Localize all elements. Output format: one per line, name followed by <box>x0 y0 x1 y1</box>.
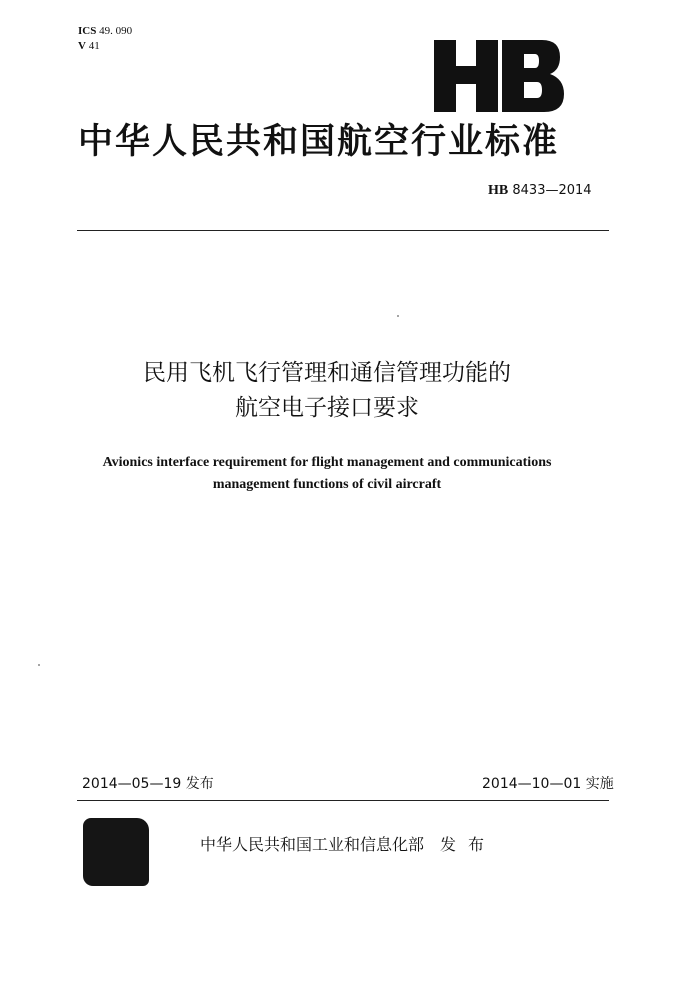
scan-speck <box>38 664 40 666</box>
publisher-name: 中华人民共和国工业和信息化部 <box>200 835 425 854</box>
publisher-line <box>200 832 496 855</box>
standard-number <box>488 183 592 199</box>
classification-codes <box>78 24 132 54</box>
ics-code: 49. 090 <box>99 25 133 37</box>
hb-logo-h <box>434 40 498 112</box>
standard-number-prefix: HB <box>488 183 509 198</box>
document-title-cn <box>0 356 654 426</box>
class-label: V <box>78 40 86 52</box>
bottom-rule <box>77 800 609 801</box>
scan-speck <box>397 315 399 317</box>
document-title-en-line: management functions of civil aircraft <box>212 477 442 492</box>
class-code: 41 <box>88 40 100 52</box>
document-title-en-line: Avionics interface requirement for flight management and communications <box>102 455 552 470</box>
standard-title: 中华人民共和国航空行业标准 <box>78 122 560 162</box>
top-rule <box>77 230 609 231</box>
document-title-cn-line: 民用飞机飞行管理和通信管理功能的 <box>143 360 511 386</box>
ics-label: ICS <box>78 25 97 37</box>
class-code-line <box>78 39 132 54</box>
document-title-en <box>0 452 654 496</box>
issue-date: 2014—05—19 发布 <box>82 776 214 792</box>
hb-logo <box>434 40 564 112</box>
standard-number-value: 8433—2014 <box>512 183 592 198</box>
implementation-date: 2014—10—01 实施 <box>482 776 614 792</box>
hb-logo-b <box>502 40 564 112</box>
publisher-suffix: 发布 <box>440 835 497 854</box>
ics-code-line <box>78 24 132 39</box>
document-title-cn-line: 航空电子接口要求 <box>235 395 419 421</box>
publisher-mark <box>83 818 149 886</box>
